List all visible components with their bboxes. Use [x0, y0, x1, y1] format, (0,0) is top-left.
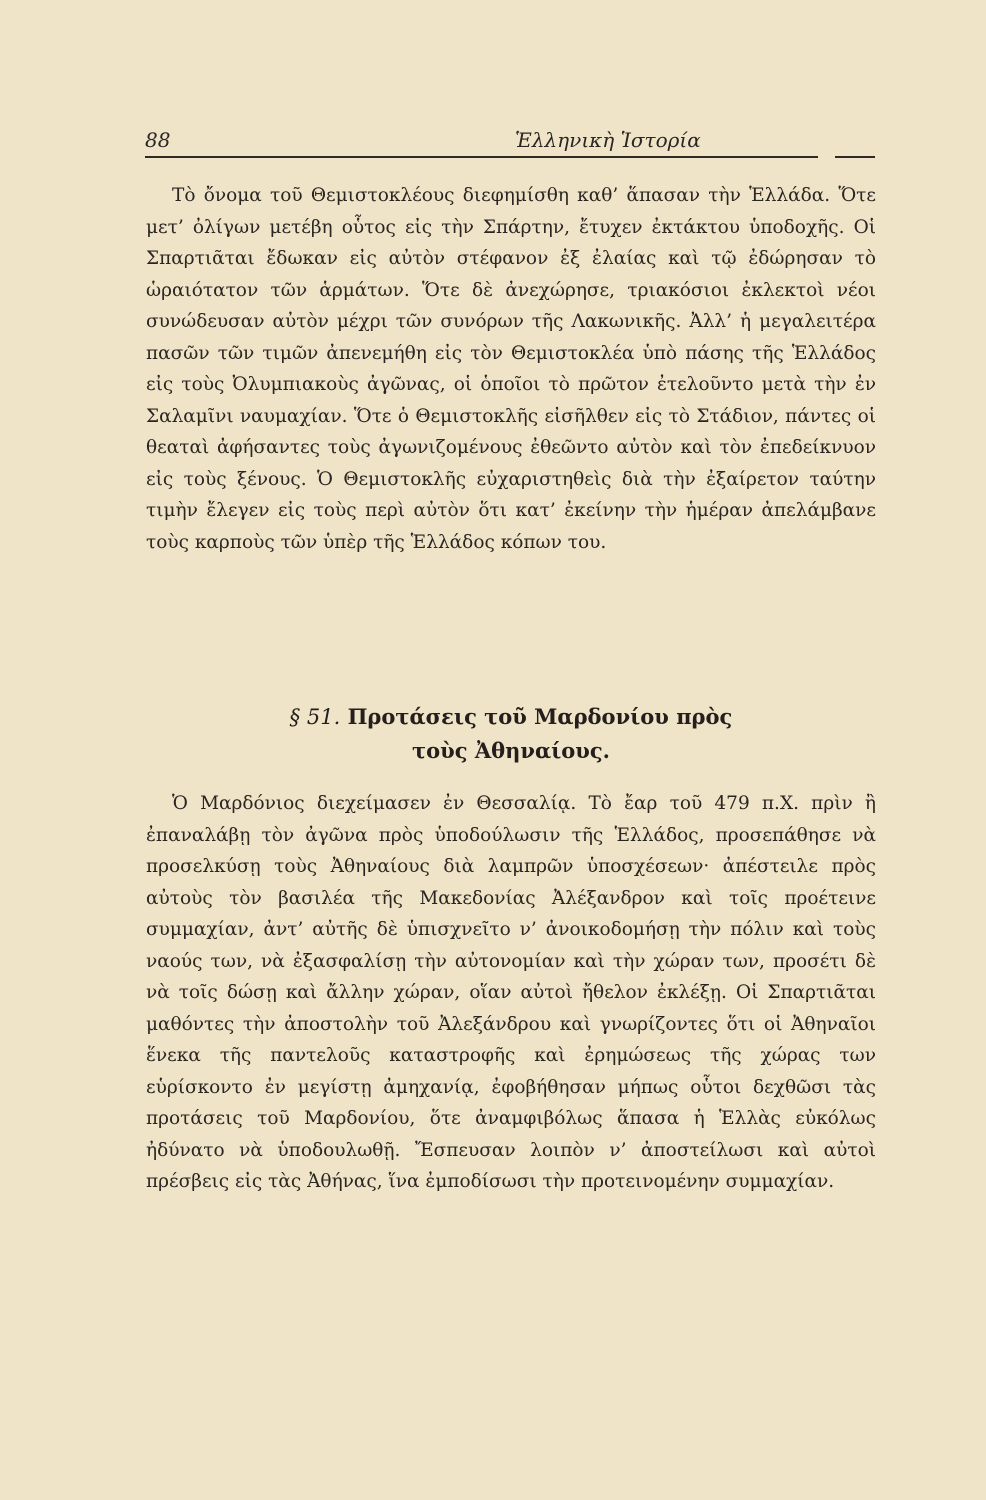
page-number: 88: [145, 128, 171, 152]
section-title-line-2: τοὺς Ἀθηναίους.: [412, 738, 610, 763]
paragraph-mardonius-proposals: Ὁ Μαρδόνιος διεχείμασεν ἐν Θεσσαλίᾳ. Τὸ ἔαρ τοῦ 479 π.Χ. πρὶν ἢ ἐπαναλάβῃ τὸν ἀγῶνα πρὸς ὑποδούλωσιν τῆς Ἑλλάδος, προσεπάθησε νὰ προσελκύσῃ τοὺς Ἀθηναίους διὰ λαμπρῶν ὑποσχέσεων· ἀπέστειλε πρὸς αὐτοὺς τὸν βασιλέα τῆς Μακεδονίας Ἀλέξανδρον καὶ τοῖς προέτεινε συμμαχίαν, ἀντ’ αὐτῆς δὲ ὑπισχνεῖτο ν’ ἀνοικοδομήσῃ τὴν πόλιν καὶ τοὺς ναούς των, νὰ ἐξασφαλίσῃ τὴν αὐτονομίαν καὶ τὴν χώραν των, προσέτι δὲ νὰ τοῖς δώσῃ καὶ ἄλλην χώραν, οἵαν αὐτοὶ ἤθελον ἐκλέξῃ. Οἱ Σπαρτιᾶται μαθόντες τὴν ἀποστολὴν τοῦ Ἀλεξάνδρου καὶ γνωρίζοντες ὅτι οἱ Ἀθηναῖοι ἕνεκα τῆς παντελοῦς καταστροφῆς καὶ ἐρημώσεως τῆς χώρας των εὑρίσκοντο ἐν μεγίστῃ ἀμηχανίᾳ, ἐφοβήθησαν μήπως οὗτοι δεχθῶσι τὰς προτάσεις τοῦ Μαρδονίου, ὅτε ἀναμφιβόλως ἅπασα ἡ Ἑλλὰς εὐκόλως ἠδύνατο νὰ ὑποδουλωθῇ. Ἔσπευσαν λοιπὸν ν’ ἀποστείλωσι καὶ αὐτοὶ πρέσβεις εἰς τὰς Ἀθήνας, ἵνα ἐμποδίσωσι τὴν προτεινομένην συμμαχίαν.: [146, 793, 876, 1192]
section-heading: [146, 700, 876, 768]
page-header: [145, 128, 875, 162]
running-title: Ἑλληνικὴ Ἱστορία: [515, 128, 701, 152]
header-rule: [145, 156, 818, 158]
header-rule-tail: [835, 156, 875, 158]
section-title-line-1: Προτάσεις τοῦ Μαρδονίου πρὸς: [347, 704, 733, 729]
paragraph-themistocles-honors: Τὸ ὄνομα τοῦ Θεμιστοκλέους διεφημίσθη καθ’ ἅπασαν τὴν Ἑλλάδα. Ὅτε μετ’ ὀλίγων μετέβη οὗτος εἰς τὴν Σπάρτην, ἔτυχεν ἐκτάκτου ὑποδοχῆς. Οἱ Σπαρτιᾶται ἔδωκαν εἰς αὐτὸν στέφανον ἐξ ἐλαίας καὶ τῷ ἐδώρησαν τὸ ὡραιότατον τῶν ἁρμάτων. Ὅτε δὲ ἀνεχώρησε, τριακόσιοι ἐκλεκτοὶ νέοι συνώδευσαν αὐτὸν μέχρι τῶν συνόρων τῆς Λακωνικῆς. Ἀλλ’ ἡ μεγαλειτέρα πασῶν τῶν τιμῶν ἀπενεμήθη εἰς τὸν Θεμιστοκλέα ὑπὸ πάσης τῆς Ἑλλάδος εἰς τοὺς Ὀλυμπιακοὺς ἀγῶνας, οἱ ὁποῖοι τὸ πρῶτον ἐτελοῦντο μετὰ τὴν ἐν Σαλαμῖνι ναυμαχίαν. Ὅτε ὁ Θεμιστοκλῆς εἰσῆλθεν εἰς τὸ Στάδιον, πάντες οἱ θεαταὶ ἀφήσαντες τοὺς ἀγωνιζομένους ἐθεῶντο αὐτὸν καὶ τὸν ἐπεδείκνυον εἰς τοὺς ξένους. Ὁ Θεμιστοκλῆς εὐχαριστηθεὶς διὰ τὴν ἐξαίρετον ταύτην τιμὴν ἔλεγεν εἰς τοὺς περὶ αὐτὸν ὅτι κατ’ ἐκείνην τὴν ἡμέραν ἀπελάμβανε τοὺς καρποὺς τῶν ὑπὲρ τῆς Ἑλλάδος κόπων του.: [146, 185, 876, 553]
section-mark: § 51.: [289, 705, 341, 729]
